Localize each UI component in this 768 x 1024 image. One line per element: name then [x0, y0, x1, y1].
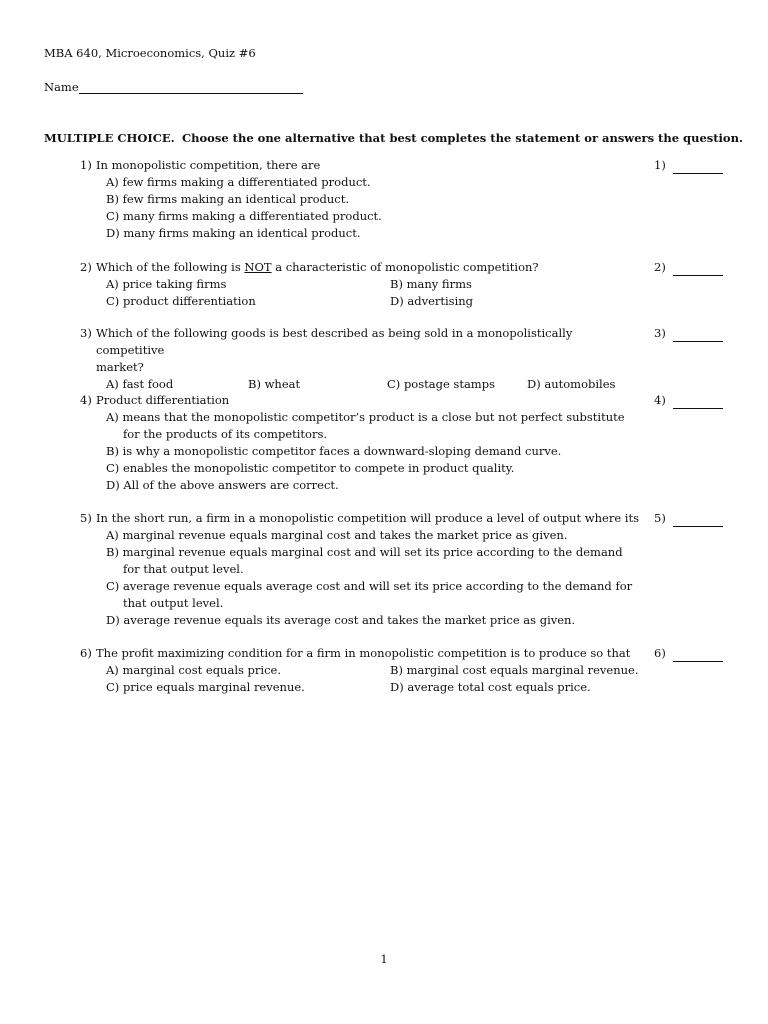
option-a[interactable]: A) means that the monopolistic competitor’s product is a close but not perfect substitute for the products of its competitors. — [106, 410, 625, 441]
question-stem-after: a characteristic of monopolistic competition? — [271, 260, 539, 274]
option-d[interactable]: D) many firms making an identical product. — [106, 226, 361, 240]
option-b[interactable]: B) wheat — [248, 377, 301, 391]
answer-blank-2[interactable] — [673, 275, 723, 276]
instructions — [44, 130, 743, 147]
question-number: 3) — [80, 326, 92, 340]
instructions-heading: MULTIPLE CHOICE. — [44, 131, 175, 145]
option-d[interactable]: D) average revenue equals its average cost and takes the market price as given. — [106, 613, 576, 627]
option-d[interactable]: D) automobiles — [527, 377, 616, 391]
option-c[interactable]: C) average revenue equals average cost and will set its price according to the demand for that output level. — [106, 579, 633, 610]
option-a[interactable]: A) few firms making a differentiated product. — [106, 175, 371, 189]
question-number: 1) — [80, 158, 92, 172]
question-6 — [80, 645, 640, 696]
answer-label-5: 5) — [654, 511, 666, 525]
option-a[interactable]: A) marginal revenue equals marginal cost and takes the market price as given. — [106, 528, 568, 542]
option-c[interactable]: C) enables the monopolistic competitor to compete in product quality. — [106, 461, 515, 475]
question-3 — [80, 325, 640, 393]
answer-label-6: 6) — [654, 646, 666, 660]
answer-label-4: 4) — [654, 393, 666, 407]
instructions-text: Choose the one alternative that best completes the statement or answers the question. — [182, 131, 743, 145]
option-a[interactable]: A) marginal cost equals price. — [106, 663, 281, 677]
answer-label-1: 1) — [654, 158, 666, 172]
option-b[interactable]: B) is why a monopolistic competitor faces a downward-sloping demand curve. — [106, 444, 562, 458]
answer-label-2: 2) — [654, 260, 666, 274]
option-c[interactable]: C) many firms making a differentiated product. — [106, 209, 382, 223]
question-stem-before: Which of the following is — [96, 260, 245, 274]
question-stem: In monopolistic competition, there are — [96, 158, 321, 172]
name-field-line[interactable] — [79, 93, 303, 94]
answer-blank-6[interactable] — [673, 661, 723, 662]
question-number: 2) — [80, 260, 92, 274]
question-number: 5) — [80, 511, 92, 525]
page-number: 1 — [380, 952, 388, 966]
name-label: Name — [44, 80, 79, 94]
answer-label-3: 3) — [654, 326, 666, 340]
answer-blank-3[interactable] — [673, 341, 723, 342]
question-stem: In the short run, a firm in a monopolistic competition will produce a level of output where its — [96, 511, 639, 525]
option-b[interactable]: B) marginal cost equals marginal revenue. — [390, 663, 639, 677]
question-stem: The profit maximizing condition for a firm in monopolistic competition is to produce so that — [96, 646, 631, 660]
question-stem: Product differentiation — [96, 393, 230, 407]
question-stem-underlined: NOT — [244, 260, 272, 274]
question-stem-line2: market? — [96, 360, 144, 374]
answer-blank-5[interactable] — [673, 526, 723, 527]
question-4 — [80, 392, 640, 494]
option-d[interactable]: D) advertising — [390, 294, 474, 308]
question-1 — [80, 157, 640, 242]
question-number: 4) — [80, 393, 92, 407]
option-b[interactable]: B) many firms — [390, 277, 472, 291]
option-c[interactable]: C) product differentiation — [106, 294, 256, 308]
answer-blank-4[interactable] — [673, 408, 723, 409]
question-number: 6) — [80, 646, 92, 660]
option-c[interactable]: C) postage stamps — [387, 377, 495, 391]
option-d[interactable]: D) All of the above answers are correct. — [106, 478, 339, 492]
question-stem-line1: Which of the following goods is best described as being sold in a monopolistically competitive — [96, 326, 573, 357]
question-2 — [80, 259, 640, 310]
option-b[interactable]: B) few firms making an identical product. — [106, 192, 349, 206]
quiz-title: MBA 640, Microeconomics, Quiz #6 — [44, 46, 256, 60]
option-b[interactable]: B) marginal revenue equals marginal cost and will set its price according to the demand for that output level. — [106, 545, 623, 576]
option-a[interactable]: A) price taking firms — [106, 277, 227, 291]
question-5 — [80, 510, 640, 629]
option-c[interactable]: C) price equals marginal revenue. — [106, 680, 305, 694]
option-d[interactable]: D) average total cost equals price. — [390, 680, 591, 694]
option-a[interactable]: A) fast food — [106, 377, 174, 391]
answer-blank-1[interactable] — [673, 173, 723, 174]
